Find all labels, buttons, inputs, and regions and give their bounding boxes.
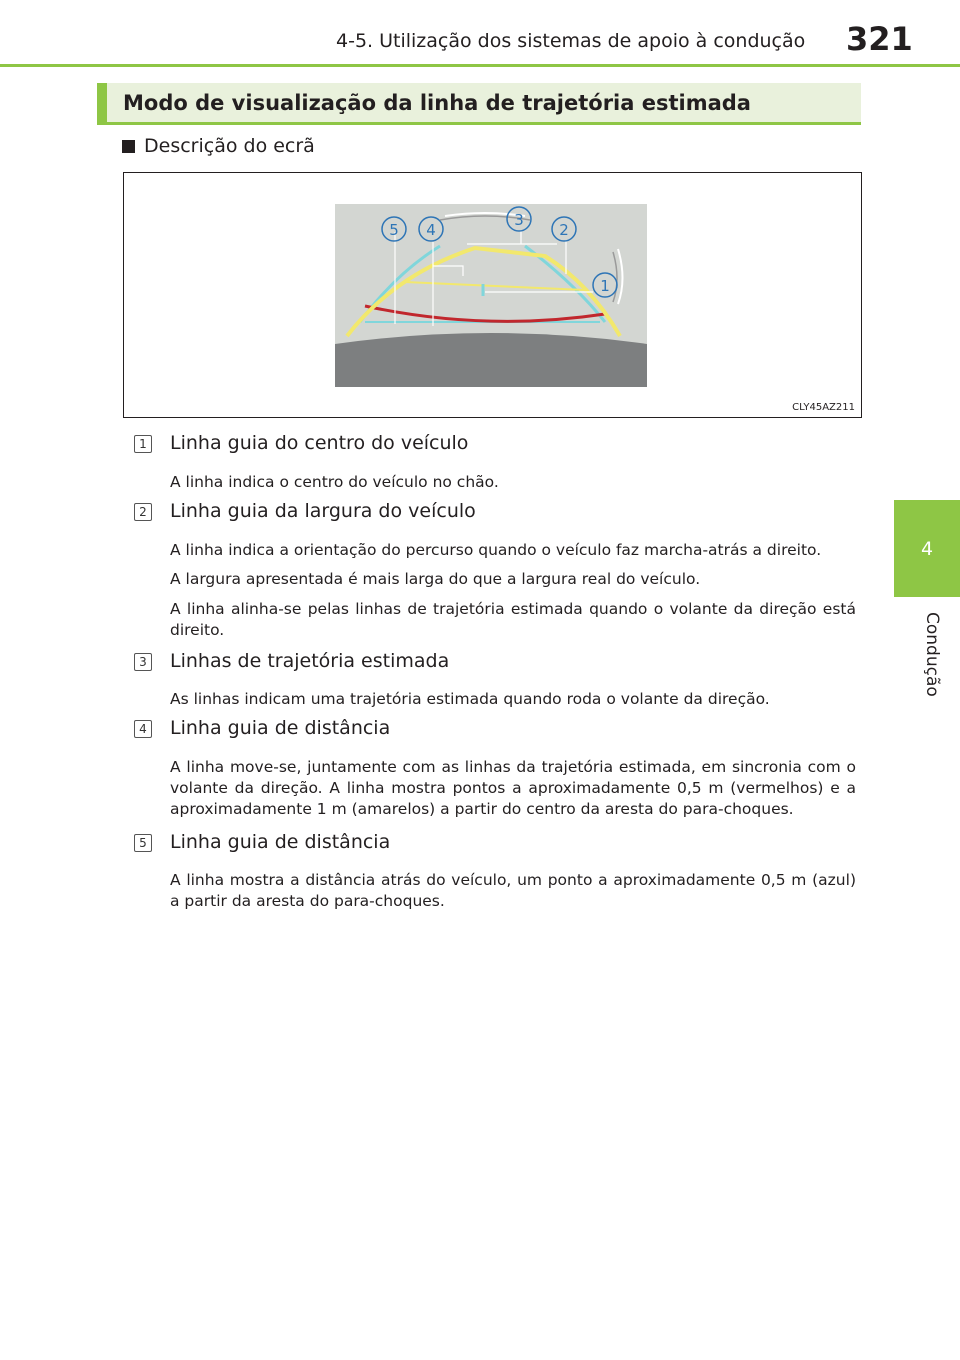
- item-description: As linhas indicam uma trajetória estimada quando roda o volante da direção.: [170, 690, 770, 708]
- running-header: 4-5. Utilização dos sistemas de apoio à condução: [336, 30, 806, 52]
- item-title: Linha guia do centro do veículo: [170, 432, 469, 454]
- chapter-number: 4: [920, 538, 934, 560]
- item-description: A linha indica a orientação do percurso quando o veículo faz marcha-atrás a direito.: [170, 541, 822, 559]
- item-title: Linha guia de distância: [170, 717, 391, 739]
- item-description: A linha move-se, juntamente com as linhas da trajetória estimada, em sincronia com o volante da direção. A linha mostra pontos a aproximadamente 0,5 m (vermelhos) e a aproximadamente 1 m (amarelos) a partir do centro da aresta do para-choques.: [170, 758, 856, 818]
- svg-text:2: 2: [559, 221, 569, 239]
- item-number-badge: 2: [134, 503, 152, 521]
- item-number-badge: 1: [134, 435, 152, 453]
- item-title: Linha guia da largura do veículo: [170, 500, 476, 522]
- subsection-title: Descrição do ecrã: [144, 135, 315, 157]
- rear-camera-illustration: [335, 204, 647, 387]
- item-description: A largura apresentada é mais larga do que a largura real do veículo.: [170, 570, 701, 588]
- svg-text:3: 3: [514, 211, 524, 229]
- item-title: Linha guia de distância: [170, 831, 391, 853]
- svg-text:4: 4: [426, 221, 436, 239]
- item-number-badge: 4: [134, 720, 152, 738]
- bumper: [335, 333, 647, 387]
- header-rule: [0, 64, 960, 67]
- item-description: A linha indica o centro do veículo no chão.: [170, 473, 499, 491]
- chapter-label: Condução: [922, 612, 942, 697]
- item-description: A linha mostra a distância atrás do veículo, um ponto a aproximadamente 0,5 m (azul) a partir da aresta do para-choques.: [170, 871, 856, 910]
- item-description: A linha alinha-se pelas linhas de trajetória estimada quando o volante da direção está direito.: [170, 600, 856, 639]
- item-title: Linhas de trajetória estimada: [170, 650, 450, 672]
- page-number: 321: [846, 20, 913, 58]
- figure-code: CLY45AZ211: [792, 402, 855, 413]
- chapter-tab: [894, 500, 960, 597]
- figure-frame: [123, 172, 862, 418]
- item-number-badge: 3: [134, 653, 152, 671]
- section-title-box: [97, 83, 861, 125]
- svg-text:1: 1: [600, 277, 610, 295]
- square-bullet-icon: [122, 140, 135, 153]
- svg-text:5: 5: [389, 221, 399, 239]
- section-title: Modo de visualização da linha de trajetória estimada: [123, 91, 751, 115]
- item-number-badge: 5: [134, 834, 152, 852]
